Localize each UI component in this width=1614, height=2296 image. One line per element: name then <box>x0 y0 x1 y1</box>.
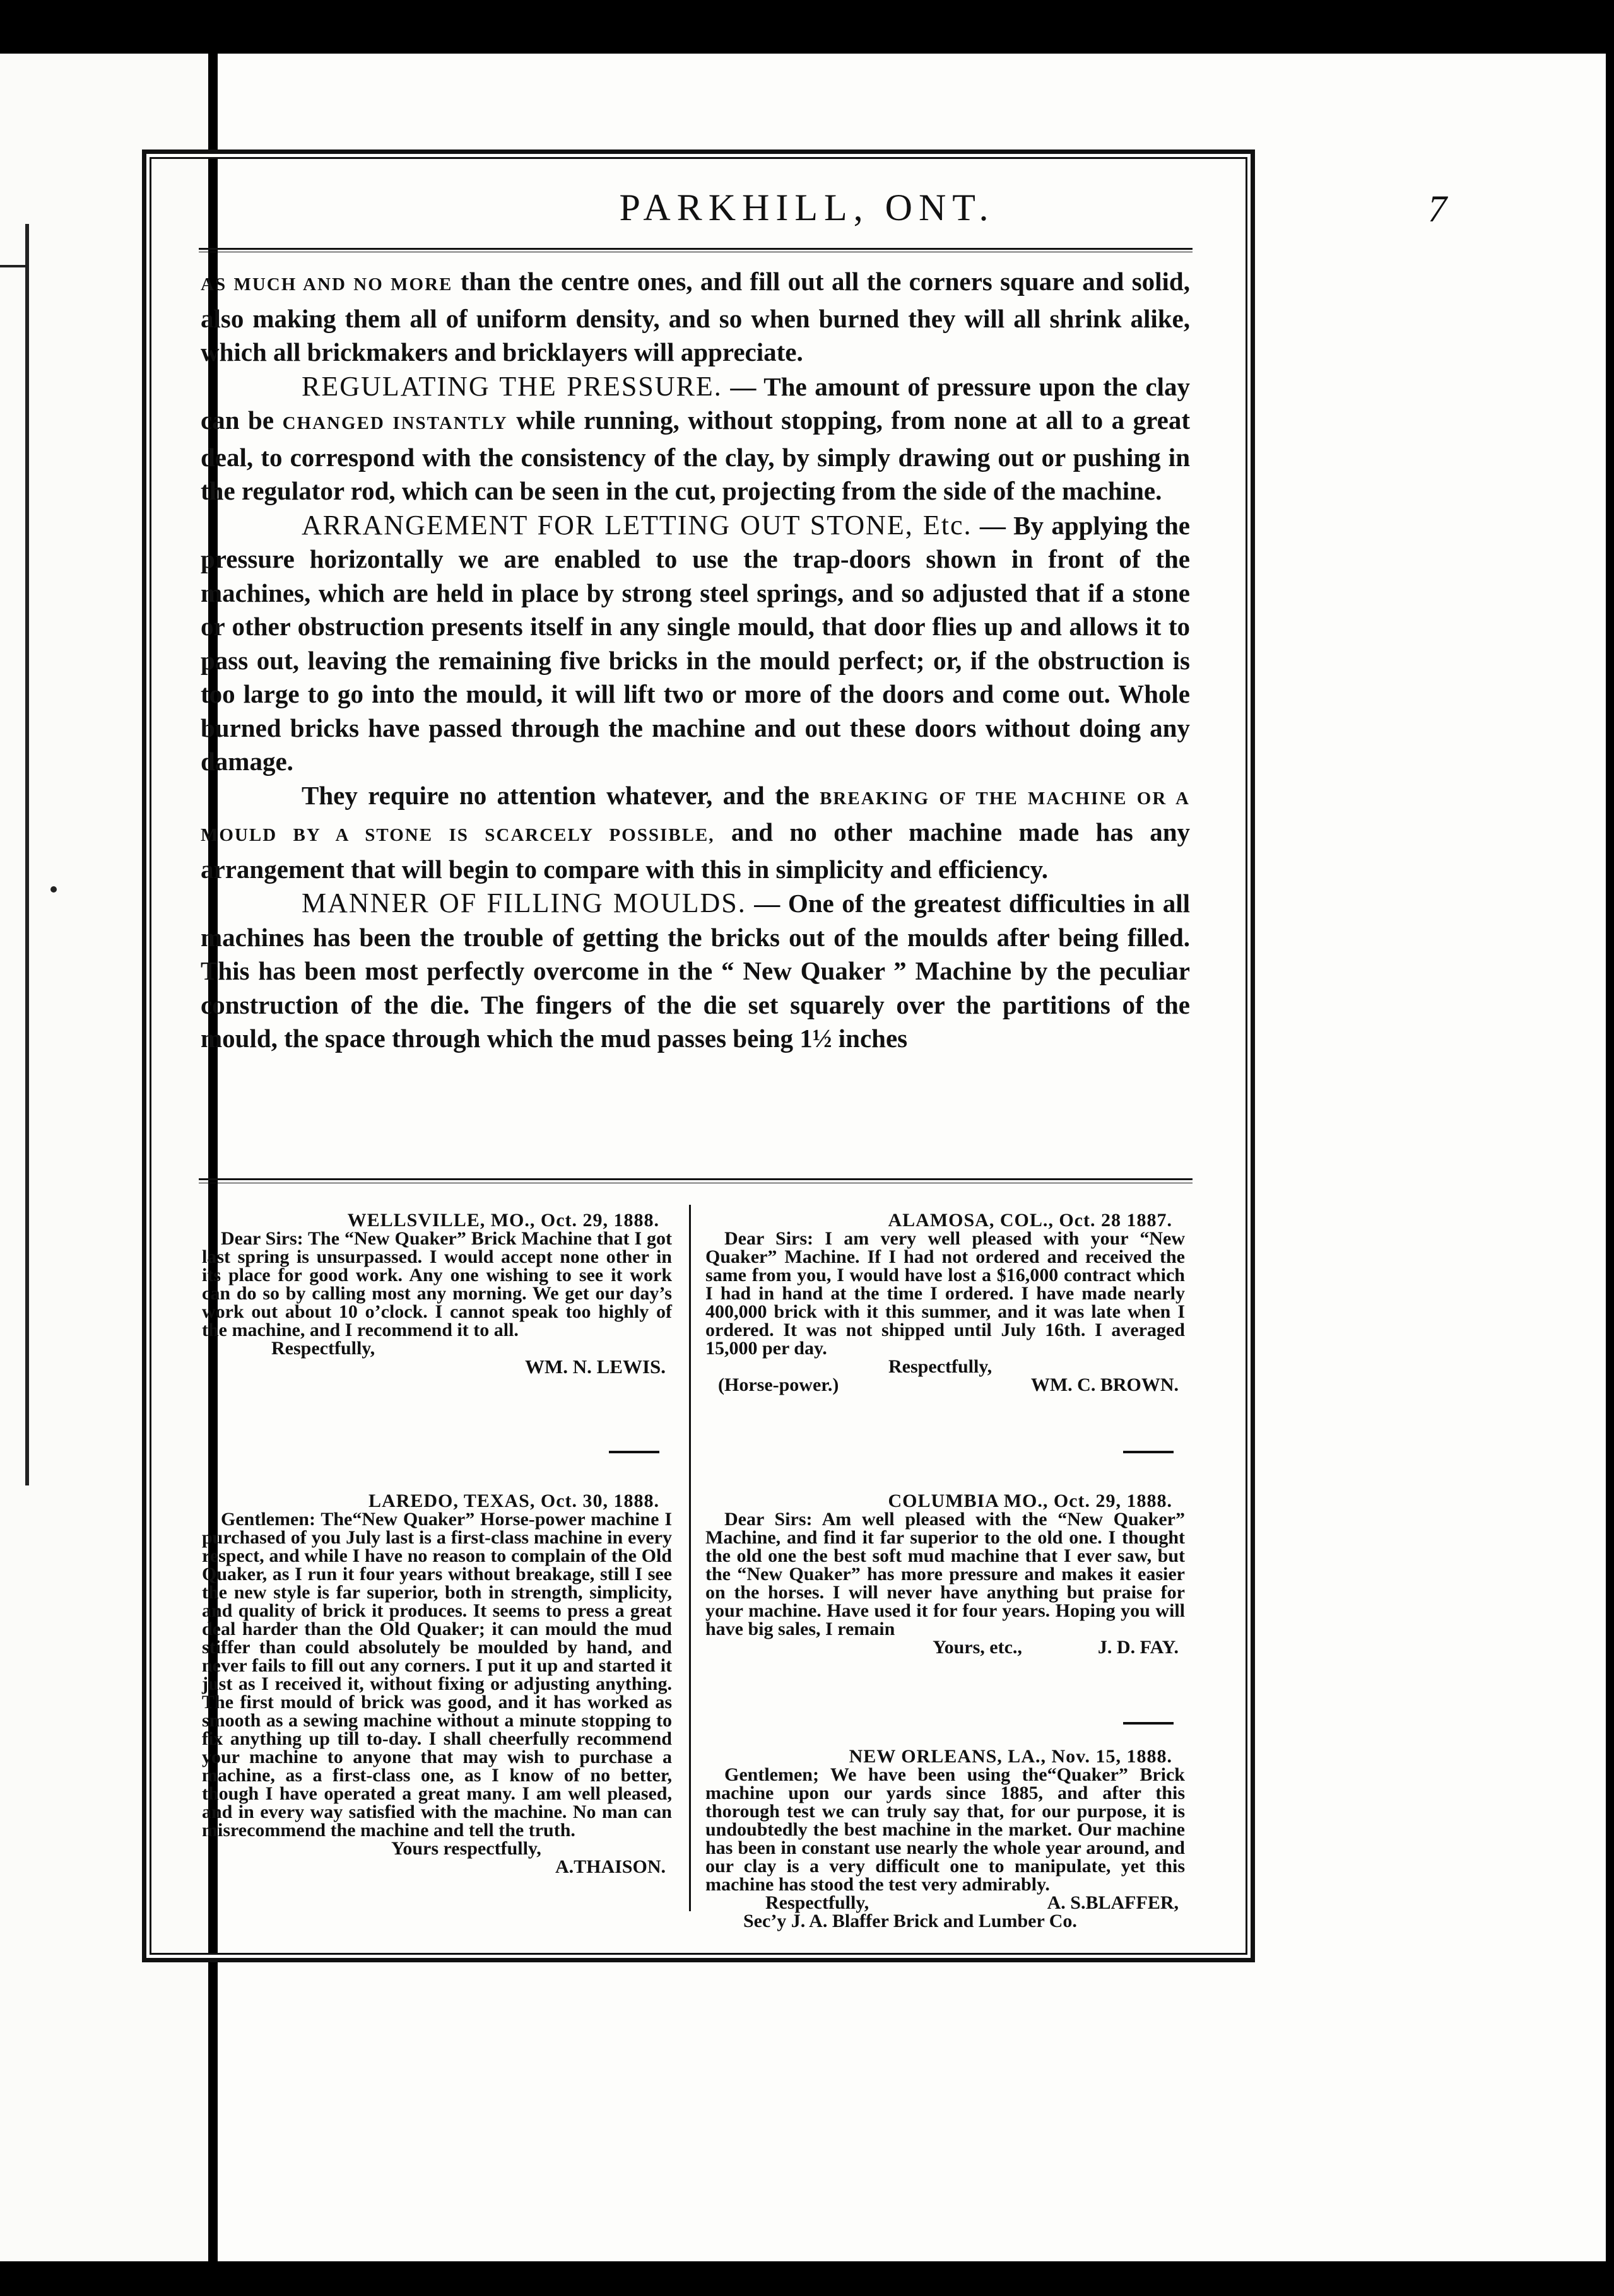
testimonial-dateline: COLUMBIA MO., Oct. 29, 1888. <box>888 1491 1172 1511</box>
facing-page-mark <box>50 886 57 893</box>
separator-dash <box>1123 1451 1174 1453</box>
testimonial-signature: WM. C. BROWN. <box>1030 1374 1179 1395</box>
running-head <box>167 186 1447 230</box>
testimonial-alamosa <box>705 1211 1185 1394</box>
facing-page-rule <box>0 224 29 1485</box>
testimonial-text: Gentlemen; We have been using the“Quaker” Brick machine upon our yards since 1885, and after this thorough test we can truly say that, for our purpose, it is undoubtedly the best machine in the market. Our machine has been in constant use nearly the whole year around, and our clay is a very difficult one to manipulate, yet this machine has stood the test very admirably. <box>705 1764 1185 1895</box>
testimonial-closing: Respectfully, <box>271 1338 375 1359</box>
paragraph-no-attention <box>201 779 1190 887</box>
testimonial-wellsville <box>202 1211 672 1376</box>
paragraph-text: — One of the greatest difficulties in all machines has been the trouble of getting the bricks out of the moulds after being filled. This has been most perfectly overcome in the “ New Quaker ” Machine by the peculiar construction of the die. The fingers of the die set squarely over the partitions of the mould, the space through which the mud passes being 1½ inches <box>201 889 1190 1053</box>
testimonial-closing: Yours, etc., <box>933 1637 1022 1658</box>
paragraph-text: — By applying the pressure horizontally we are enabled to use the trap-doors shown in front of the machines, which are held in place by strong steel springs, and so adjusted that if a stone or other obstruction presents itself in any single mould, that door flies up and allows it to pass out, leaving the remaining five bricks in the mould perfect; or, if the obstruction is too large to go into the mould, it will lift two or more of the doors and come out. Whole burned bricks have passed through the machine and out these doors without doing any damage. <box>201 510 1190 776</box>
testimonial-text: Dear Sirs: I am very well pleased with your “New Quaker” Machine. If I had not ordered and received the same from you, I would have lost a $16,000 contract which I had in hand at the time I ordered. I have made nearly 400,000 brick with it this summer, and it was late when I ordered. It was not shipped until July 16th. I averaged 15,000 per day. <box>705 1228 1185 1359</box>
testimonial-dateline: LAREDO, TEXAS, Oct. 30, 1888. <box>368 1491 659 1511</box>
testimonial-signer-title: Sec’y J. A. Blaffer Brick and Lumber Co. <box>743 1911 1077 1931</box>
paragraph-regulating-pressure <box>201 370 1190 508</box>
small-caps-phrase: CHANGED INSTANTLY <box>282 413 508 433</box>
testimonial-signature: WM. N. LEWIS. <box>524 1356 666 1378</box>
paragraph-letting-out-stone <box>201 508 1190 779</box>
testimonial-text: Dear Sirs: The “New Quaker” Brick Machine that I got last spring is unsurpassed. I would accept none other in its place for good work. Any one wishing to see it work can do so by calling most any morning. We get our day’s work out about 10 o’clock. I cannot speak too highly of the machine, and I recommend it to all. <box>202 1228 672 1340</box>
paragraph-text: while running, without stopping, from none at all to a great deal, to correspond with the consistency of the clay, by simply drawing out or pushing in the regulator rod, which can be seen in the cut, projecting from the side of the machine. <box>201 406 1190 505</box>
testimonial-text: Dear Sirs: Am well pleased with the “New Quaker” Machine, and find it far superior to the old one. I thought the old one the best soft mud machine that I ever saw, but the “New Quaker” has more pressure and makes it easier on the horses. I will never have anything but praise for your machine. Have used it for four years. Hoping you will have big sales, I remain <box>705 1509 1185 1639</box>
testimonial-dateline: WELLSVILLE, MO., Oct. 29, 1888. <box>347 1210 659 1231</box>
testimonial-signature: A. S.BLAFFER, <box>1047 1892 1179 1913</box>
paragraph-text: and no other machine made has any arrangement that will begin to compare with this in simplicity and efficiency. <box>201 817 1190 884</box>
testimonial-signature: A.THAISON. <box>555 1856 666 1877</box>
running-title: PARKHILL, ONT. <box>619 187 995 228</box>
testimonial-closing: Respectfully, <box>888 1356 993 1377</box>
paragraph-text: — The amount of pressure upon the clay can be <box>201 372 1190 435</box>
testimonial-footer <box>705 1638 1179 1656</box>
paragraph-uniform-density <box>201 265 1190 370</box>
small-caps-phrase: BREAKING OF THE MACHINE OR A MOULD BY A STONE IS SCARCELY POSSIBLE, <box>201 788 1190 845</box>
testimonial-dateline: NEW ORLEANS, LA., Nov. 15, 1888. <box>849 1746 1172 1767</box>
section-heading: MANNER OF FILLING MOULDS. <box>302 887 746 918</box>
page-number: 7 <box>1428 188 1447 230</box>
testimonial-closing: Yours respectfully, <box>391 1838 541 1859</box>
column-divider <box>689 1205 691 1911</box>
testimonial-closing: Respectfully, <box>765 1892 869 1913</box>
section-heading: REGULATING THE PRESSURE. <box>302 370 722 402</box>
header-rule <box>199 248 1193 252</box>
testimonial-columbia <box>705 1492 1185 1656</box>
paragraph-text: They require no attention whatever, and the <box>302 780 820 810</box>
separator-dash <box>609 1451 659 1453</box>
testimonial-laredo <box>202 1492 672 1876</box>
small-caps-phrase: AS MUCH AND NO MORE <box>201 274 453 295</box>
facing-page-rule-horizontal <box>0 265 25 267</box>
separator-dash <box>1123 1722 1174 1725</box>
testimonial-signature: J. D. FAY. <box>1097 1637 1179 1658</box>
testimonial-new-orleans <box>705 1747 1185 1930</box>
testimonial-dateline: ALAMOSA, COL., Oct. 28 1887. <box>888 1210 1172 1231</box>
testimonial-footer <box>705 1376 1179 1394</box>
section-heading: ARRANGEMENT FOR LETTING OUT STONE, Etc. <box>302 509 972 541</box>
testimonial-text: Gentlemen: The“New Quaker” Horse-power machine I purchased of you July last is a first-class machine in every respect, and while I have no reason to complain of the Old Quaker, as I run it four years without breakage, still I see the new style is far superior, both in strength, simplicity, and quality of brick it produces. It seems to press a great deal harder than the Old Quaker; it can mould the mud stiffer than could absolutely be moulded by hand, and never fails to fill out any corners. I put it up and started it just as I received it, without fixing or adjusting anything. The first mould of brick was good, and it has worked as smooth as a sewing machine without a minute stopping to fix anything up till to-day. I shall cheerfully recommend your machine to anyone that may wish to purchase a machine, as a first-class one, as I know of no better, though I have operated a great many. I am well pleased, and in every way satisfied with the machine. No man can misrecommend the machine and tell the truth. <box>202 1509 672 1841</box>
testimonial-note: (Horse-power.) <box>718 1374 839 1395</box>
testimonials-rule <box>199 1178 1193 1183</box>
main-text <box>201 265 1190 1056</box>
paragraph-text: than the centre ones, and fill out all the corners square and solid, also making them all of uniform density, and so when burned they will all shrink alike, which all brickmakers and bricklayers will appreciate. <box>201 267 1190 366</box>
paragraph-filling-moulds <box>201 886 1190 1056</box>
testimonial-footer <box>765 1894 1179 1912</box>
